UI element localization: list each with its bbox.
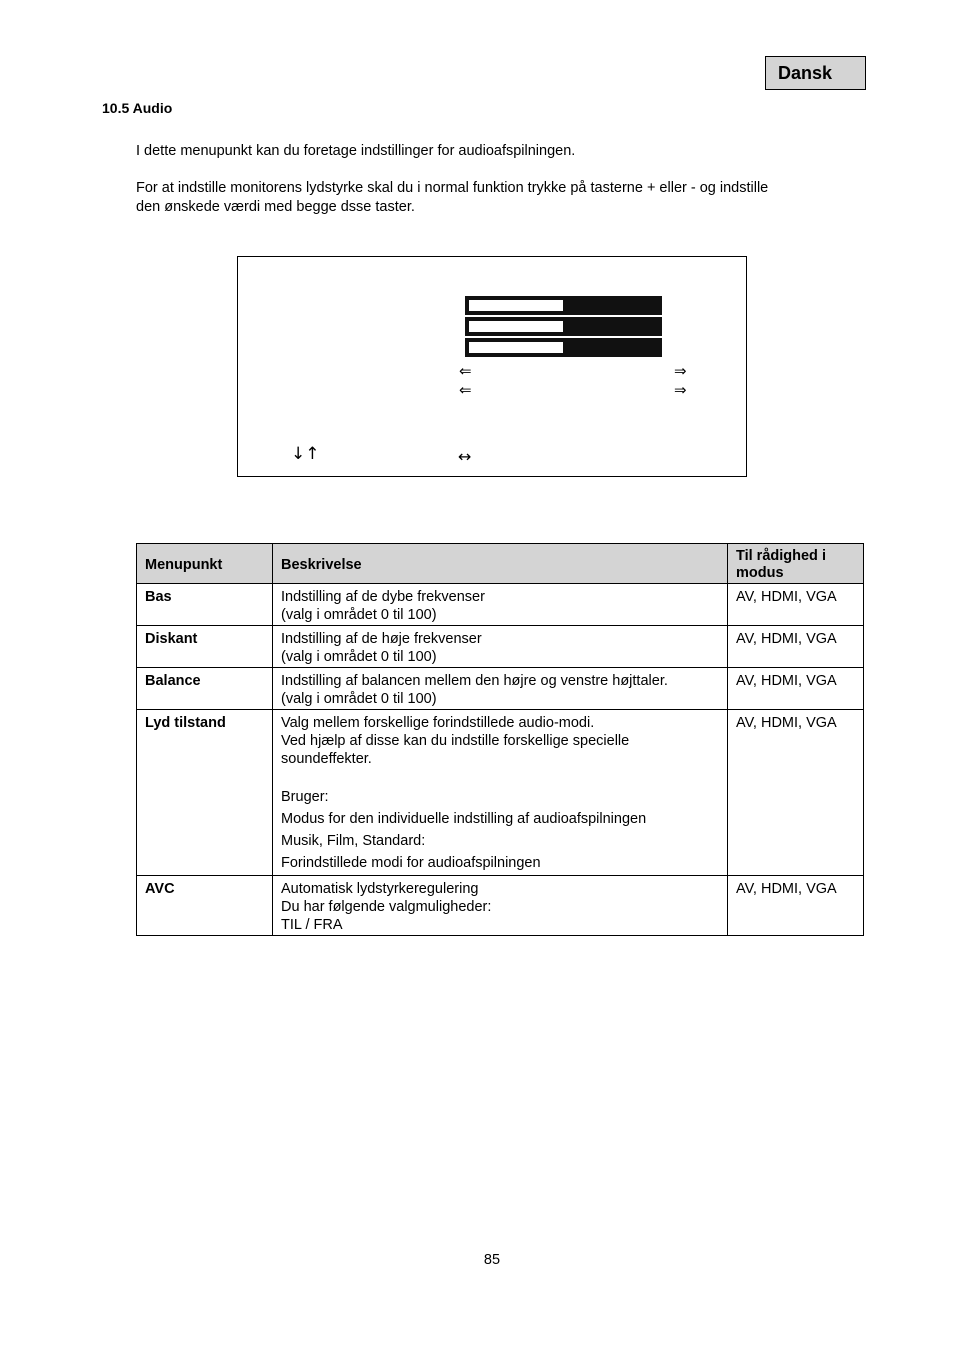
row-name: AVC	[137, 876, 273, 936]
header-menupunkt: Menupunkt	[137, 544, 273, 584]
desc-line: Musik, Film, Standard:	[281, 833, 426, 849]
desc-line: Bruger:	[281, 789, 329, 805]
desc-line: (valg i området 0 til 100)	[281, 691, 437, 707]
row-name: Balance	[137, 668, 273, 710]
row-modes: AV, HDMI, VGA	[728, 876, 864, 936]
desc-line: TIL / FRA	[281, 917, 343, 933]
intro-paragraph: I dette menupunkt kan du foretage indstillinger for audioafspilningen.	[136, 143, 576, 159]
desc-line: Valg mellem forskellige forindstillede audio-modi.	[281, 715, 595, 731]
desc-line: Automatisk lydstyrkeregulering	[281, 881, 479, 897]
desc-line: soundeffekter.	[281, 751, 372, 767]
row-description	[273, 710, 728, 876]
up-down-arrows-icon: ↓↑	[291, 444, 320, 464]
row-description	[273, 584, 728, 626]
page-number: 85	[483, 1252, 501, 1268]
desc-line: (valg i området 0 til 100)	[281, 607, 437, 623]
row-modes: AV, HDMI, VGA	[728, 710, 864, 876]
table-header-row	[137, 544, 864, 584]
desc-spacer	[281, 768, 719, 786]
arrow-right-icon: ⇒	[674, 381, 687, 399]
table-row	[137, 626, 864, 668]
table-row	[137, 584, 864, 626]
row-name: Lyd tilstand	[137, 710, 273, 876]
desc-line: Modus for den individuelle indstilling af audioafspilningen	[281, 811, 647, 827]
desc-line: Ved hjælp af disse kan du indstille forskellige specielle	[281, 733, 630, 749]
table-row	[137, 876, 864, 936]
row-name: Bas	[137, 584, 273, 626]
row-description	[273, 876, 728, 936]
row-name: Diskant	[137, 626, 273, 668]
balance-level-bar	[465, 338, 662, 357]
bas-level-bar	[465, 296, 662, 315]
instructions-line-1: For at indstille monitorens lydstyrke skal du i normal funktion trykke på tasterne + eller - og indstille	[136, 180, 769, 196]
section-heading: 10.5 Audio	[102, 100, 173, 116]
diskant-level-bar	[465, 317, 662, 336]
arrow-left-icon: ⇐	[459, 381, 472, 399]
desc-line: Indstilling af balancen mellem den højre og venstre højttaler.	[281, 673, 668, 689]
arrow-right-icon: ⇒	[674, 362, 687, 380]
row-modes: AV, HDMI, VGA	[728, 626, 864, 668]
language-tab: Dansk	[765, 56, 866, 90]
instructions-line-2: den ønskede værdi med begge dsse taster.	[136, 199, 415, 215]
bas-level-fill	[468, 299, 564, 312]
desc-line: Du har følgende valgmuligheder:	[281, 899, 492, 915]
balance-level-fill	[468, 341, 564, 354]
desc-line: Forindstillede modi for audioafspilningen	[281, 855, 541, 871]
audio-settings-table	[136, 543, 864, 936]
desc-line: (valg i området 0 til 100)	[281, 649, 437, 665]
left-right-arrow-icon: ↔	[458, 447, 472, 466]
row-description	[273, 668, 728, 710]
table-row	[137, 710, 864, 876]
instructions-paragraph	[136, 179, 856, 217]
header-modus: Til rådighed i modus	[728, 544, 864, 584]
osd-menu-illustration	[237, 256, 747, 477]
header-beskrivelse: Beskrivelse	[273, 544, 728, 584]
row-description	[273, 626, 728, 668]
row-modes: AV, HDMI, VGA	[728, 584, 864, 626]
row-modes: AV, HDMI, VGA	[728, 668, 864, 710]
arrow-left-icon: ⇐	[459, 362, 472, 380]
diskant-level-fill	[468, 320, 564, 333]
desc-line: Indstilling af de høje frekvenser	[281, 631, 482, 647]
table-row	[137, 668, 864, 710]
desc-line: Indstilling af de dybe frekvenser	[281, 589, 485, 605]
